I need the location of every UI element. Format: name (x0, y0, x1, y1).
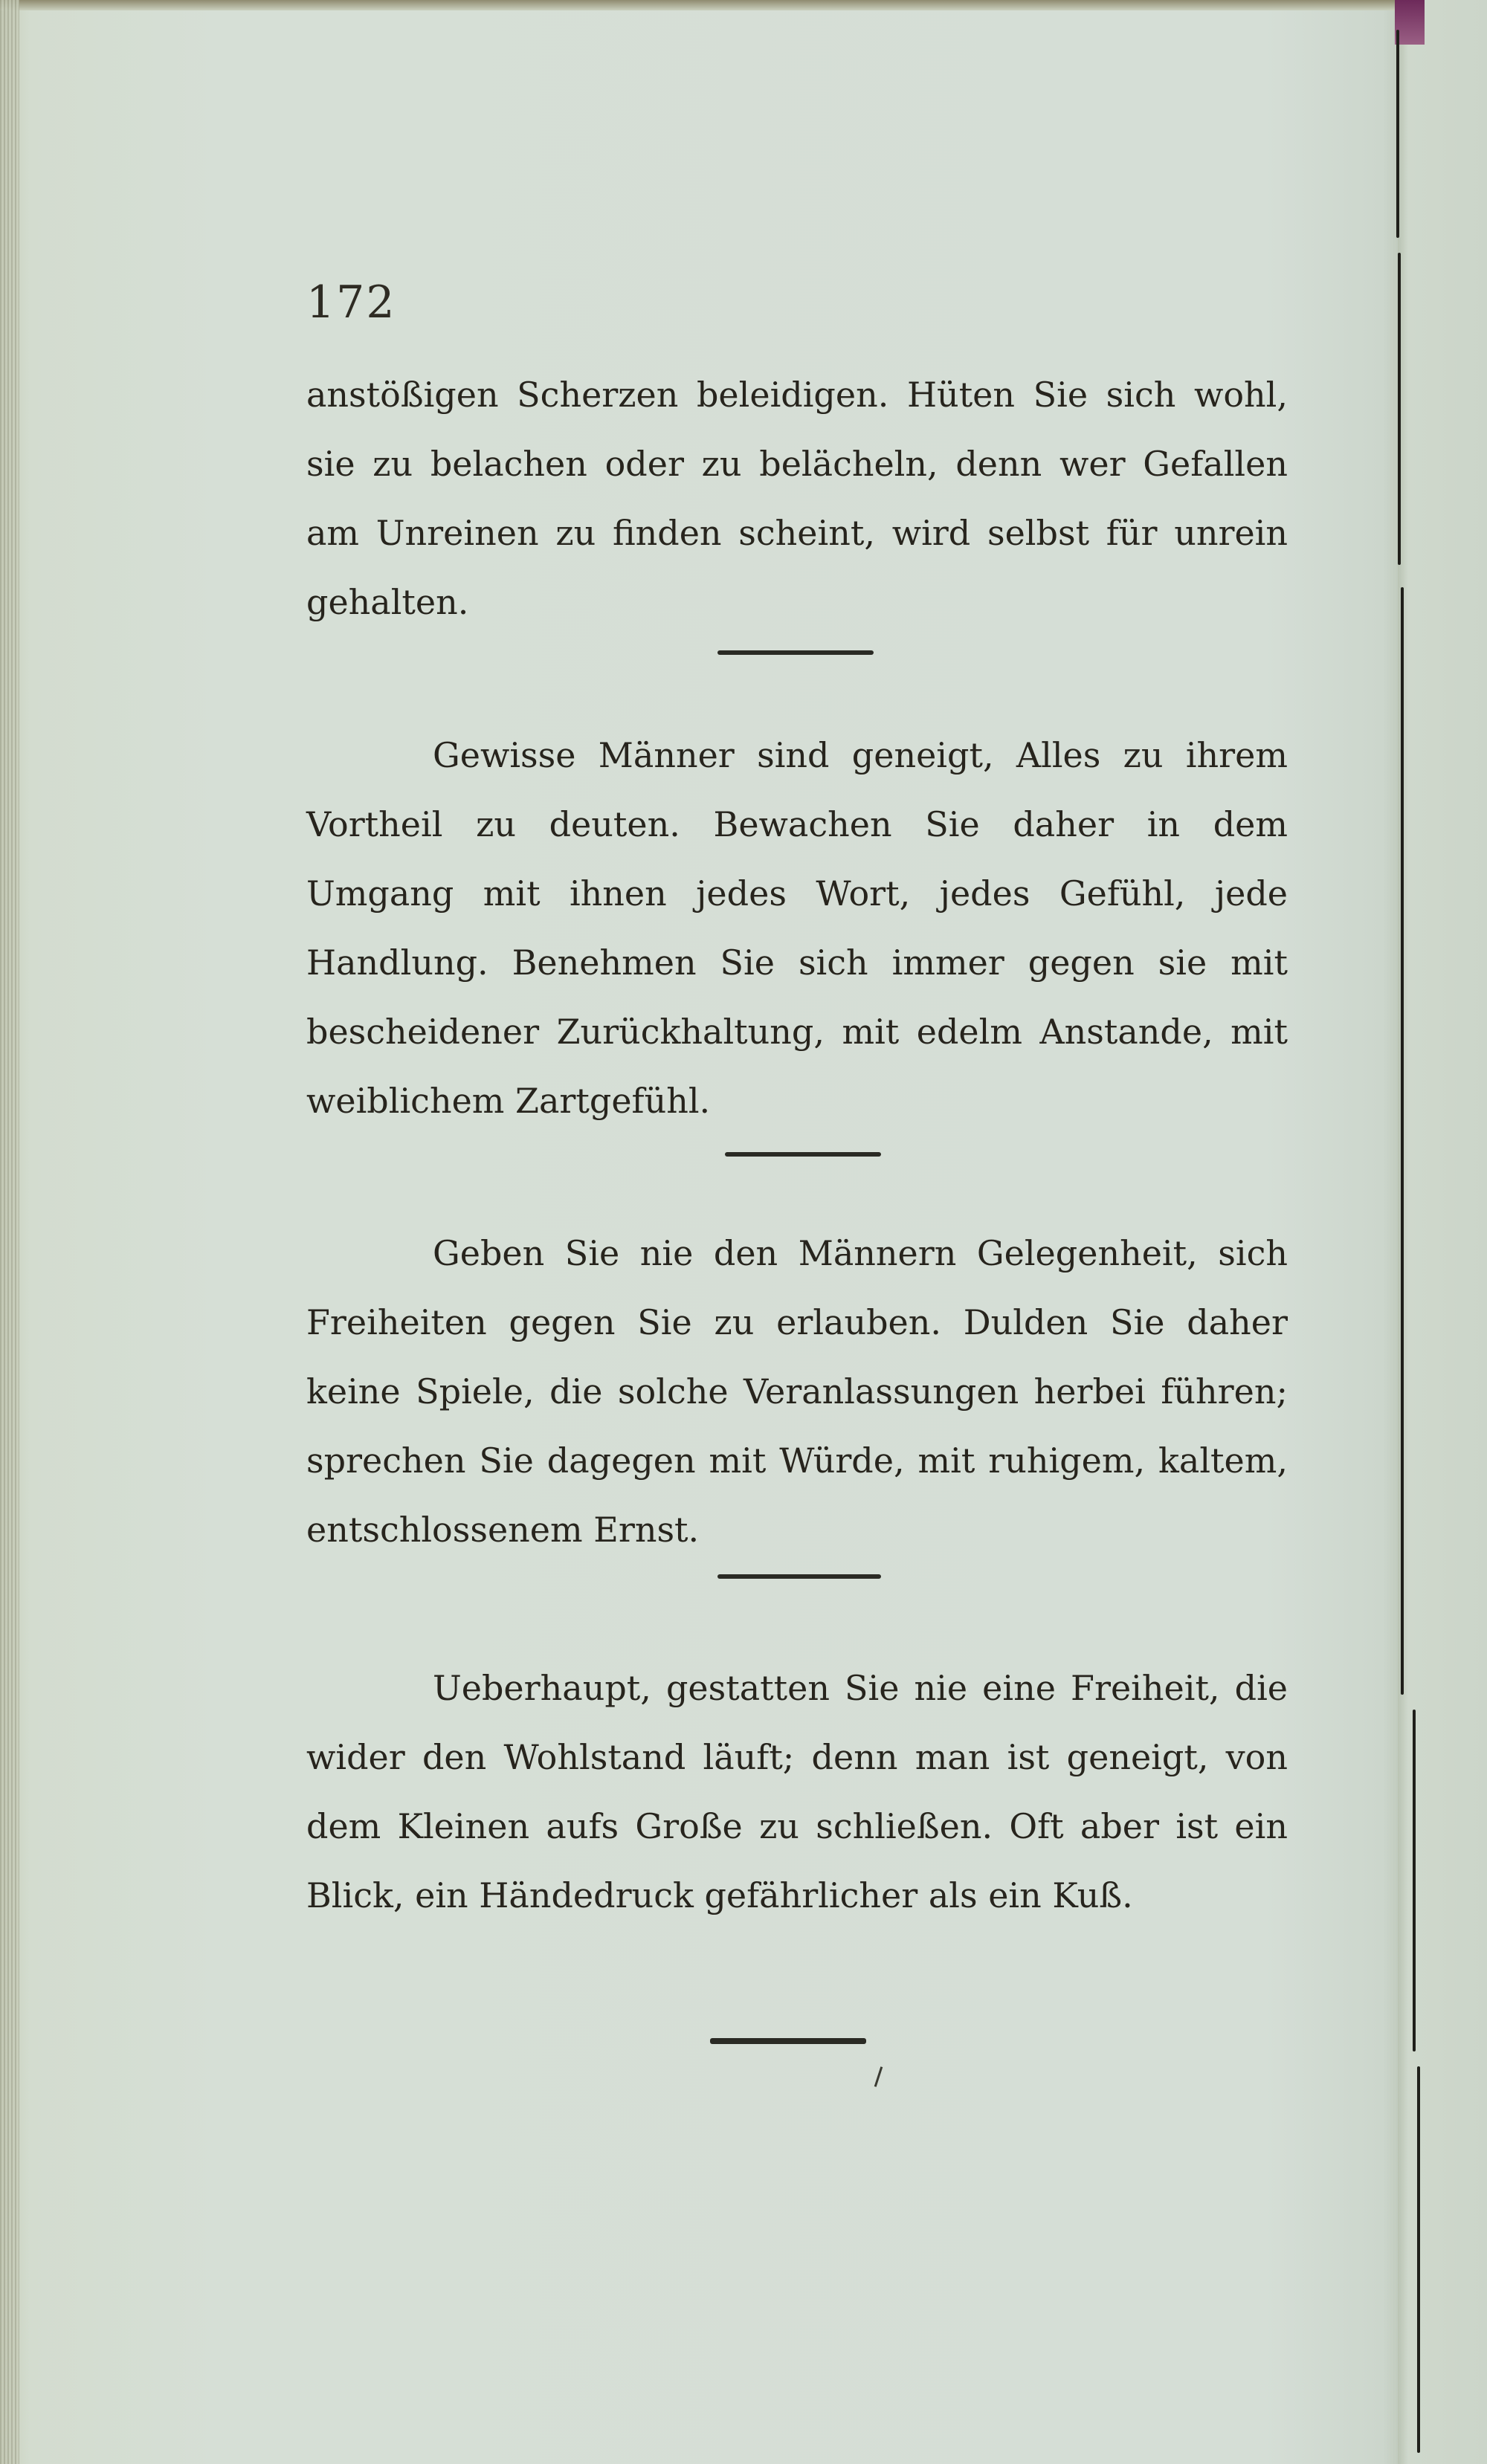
paragraph: Geben Sie nie den Männern Gelegenheit, sich Freiheiten gegen Sie zu erlauben. Dulden Sie daher keine Spiele, die solche Veranlassungen herbei führen; sprechen Sie dagegen mit Würde, mit ruhigem, kaltem, entschlossenem Ernst. (306, 1233, 1288, 1550)
section-divider (725, 1152, 881, 1157)
gutter-line (1398, 253, 1401, 565)
gutter-line (1396, 30, 1399, 238)
section-divider (717, 650, 874, 655)
ink-mark (874, 2066, 883, 2087)
paragraph: Ueberhaupt, gestatten Sie nie eine Freiheit, die wider den Wohlstand läuft; denn man ist geneigt, von dem Kleinen aufs Große zu schließen. Oft aber ist ein Blick, ein Händedruck gefährlicher als ein Kuß. (306, 1668, 1288, 1915)
section-divider (717, 1574, 881, 1579)
book-top-edge (0, 0, 1487, 10)
section-divider (710, 2038, 866, 2044)
page-number: 172 (306, 277, 396, 329)
ribbon-corner (1395, 0, 1425, 45)
gutter-line (1417, 2066, 1420, 2453)
paragraph: Gewisse Männer sind geneigt, Alles zu ihrem Vortheil zu deuten. Bewachen Sie daher in dem Umgang mit ihnen jedes Wort, jedes Gefühl, jede Handlung. Benehmen Sie sich immer gegen sie mit bescheidener Zurückhaltung, mit edelm Anstande, mit weiblichem Zartgefühl. (306, 735, 1288, 1121)
facing-page-edge (1398, 0, 1487, 2464)
gutter-line (1413, 1710, 1416, 2051)
page-stack-edge (0, 0, 19, 2464)
paragraph: anstößigen Scherzen beleidigen. Hüten Sie sich wohl, sie zu belachen oder zu belächeln, denn wer Gefallen am Unreinen zu finden scheint, wird selbst für unrein gehalten. (306, 375, 1288, 622)
gutter-line (1401, 587, 1404, 1695)
